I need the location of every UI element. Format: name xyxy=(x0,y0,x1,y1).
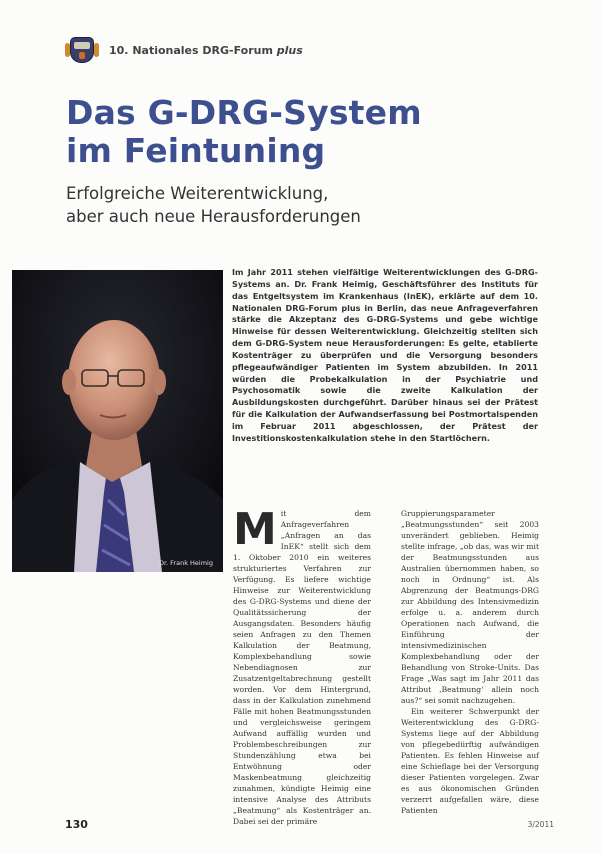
title-line-2: im Feintuning xyxy=(66,131,326,170)
photo-caption: Dr. Frank Heimig xyxy=(158,559,213,567)
portrait-illustration xyxy=(12,270,223,572)
page-header xyxy=(64,37,303,63)
series-text: 10. Nationales DRG-Forum xyxy=(109,43,273,57)
title-line-1: Das G-DRG-System xyxy=(66,93,422,132)
col2-paragraph-2: Ein weiterer Schwerpunkt der Weiterentwicklung des G-DRG-Systems liege auf der Abbildung von pflegebedürftig aufwändigen Patienten. Es fehlen Hinweise auf eine Schieflage bei der Versorgung dieser Patienten vorgelegen. Zwar es aus ökonomischen Gründen verzerrt aufgefallen wäre, diese Patienten xyxy=(401,707,539,816)
page-number: 130 xyxy=(65,818,88,831)
subtitle-line-1: Erfolgreiche Weiterentwicklung, xyxy=(66,184,329,203)
article-subtitle xyxy=(66,182,361,228)
article-title xyxy=(66,94,422,170)
body-column-2 xyxy=(401,508,539,816)
col1-text: it dem Anfrageverfahren „Anfragen an das InEK“ stellt sich dem 1. Oktober 2010 ein weiteres strukturiertes Verfahren zur Verfügung. Es liefere wichtige Hinweise zur Weiterentwicklung des G-DRG-Systems und diene der Qualitätssicherung der Ausgangsdaten. Besonders häufig seien Anfragen zu den Themen Kalkulation der Beatmung, Komplexbehandlung sowie Nebendiagnosen zur Zusatzentgeltabrechnung gestellt worden. Vor dem Hintergrund, dass in der Kalkulation zunehmend Fälle mit hohen Beatmungsstunden und vergleichsweise geringem Aufwand auffällig wurden und Problembeschreibungen zur Stundenzählung etwa bei Entwöhnung oder Maskenbeatmung gleichzeitig zunahmen, kündigte Heimig eine intensive Analyse des Attributs „Beatmung“ als Kostenträger an. Dabei sei der primäre xyxy=(233,509,371,827)
col2-paragraph-1: Gruppierungsparameter „Beatmungsstunden“ seit 2003 unverändert geblieben. Heimig stellte infrage, „ob das, was wir mit der Beatmungsstunden aus Australien übernommen haben, so noch in Ordnung“ ist. Als Abgrenzung der Beatmungs-DRG zur Abbildung des Intensivmedizin erfolge u. a. anderem durch Operationen nach Aufwand, die Einführung der intensivmedizinischen Komplexbehandlung oder der Behandlung von Stroke-Units. Das Frage „Was sagt im Jahr 2011 das Attribut ‚Beatmung‘ allein noch aus?“ sei somit nachzugehen. xyxy=(401,509,539,706)
series-suffix: plus xyxy=(276,43,303,57)
drop-cap: M xyxy=(233,504,277,555)
lead-paragraph: Im Jahr 2011 stehen vielfältige Weiterentwicklungen des G-DRG-Systems an. Dr. Frank Heimig, Geschäftsführer des Instituts für das Entgeltsystem im Krankenhaus (InEK), erklärte auf dem 10. Nationalen DRG-Forum plus in Berlin, das neue Anfrageverfahren stärke die Akzeptanz des G-DRG-Systems und gebe wichtige Hinweise für dessen Weiterentwicklung. Gleichzeitig stellten sich dem G-DRG-System neue Herausforderungen: Es gelte, etablierte Kostenträger zu überprüfen und die Versorgung besonders pflegeaufwändiger Patienten im System abzubilden. In 2011 würden die Probekalkulation in der Psychiatrie und Psychosomatik sowie die zweite Kalkulation der Ausbildungskosten durchgeführt. Darüber hinaus sei der Prätest für die Kalkulation der Aufwandserfassung bei Postmortalspenden im Februar 2011 abgeschlossen, der Prätest der Investitionskostenkalkulation stehe in den Startlöchern. xyxy=(232,267,538,443)
portrait-photo xyxy=(12,270,223,572)
subtitle-line-2: aber auch neue Herausforderungen xyxy=(66,207,361,226)
drg-forum-logo-icon xyxy=(64,37,100,63)
body-column-1 xyxy=(233,504,371,827)
issue-label: 3/2011 xyxy=(527,820,554,829)
series-label xyxy=(109,44,303,57)
